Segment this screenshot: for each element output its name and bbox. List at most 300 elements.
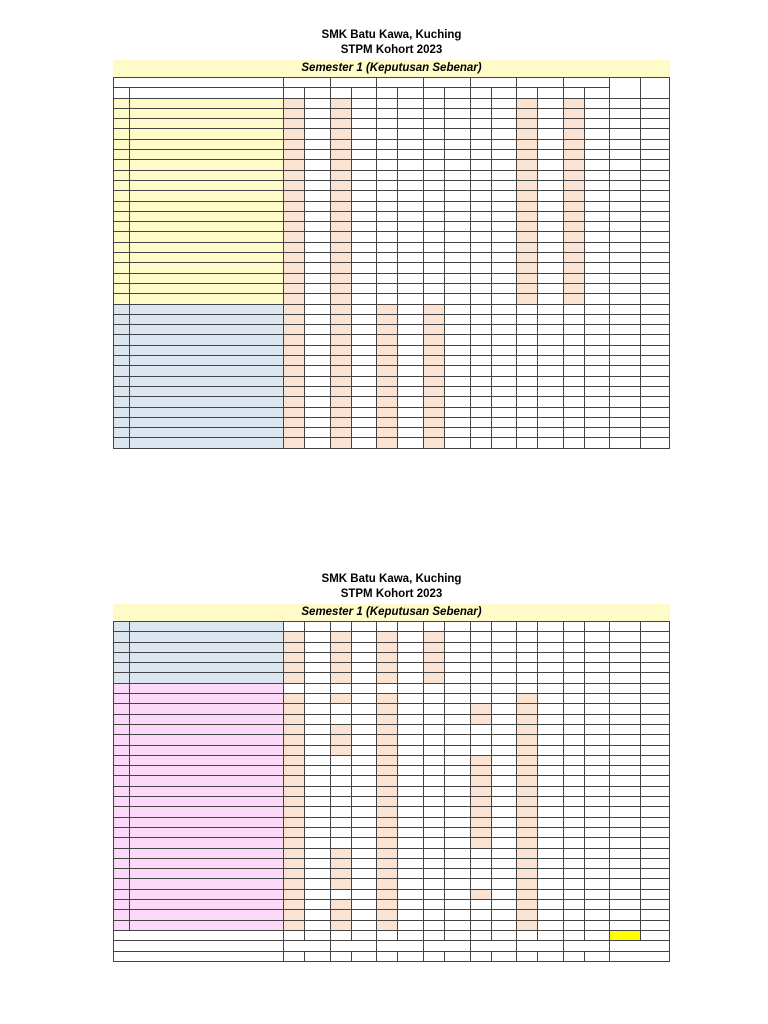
- grade-pa: [284, 345, 305, 355]
- value-sv: [584, 704, 610, 714]
- nilai-header: [351, 88, 377, 98]
- grade-pa: [284, 827, 305, 837]
- grade-bm: [330, 98, 351, 108]
- rank-value: [640, 869, 669, 879]
- value-ss: [538, 376, 564, 386]
- grade-sv: [563, 356, 584, 366]
- grade-ss: [517, 139, 538, 149]
- grade-bm: [330, 263, 351, 273]
- grade-sej: [377, 704, 398, 714]
- grade-sej: [377, 119, 398, 129]
- value-eko: [491, 273, 517, 283]
- student-name: [130, 407, 284, 417]
- grade-eko: [470, 622, 491, 632]
- grade-bm: [330, 345, 351, 355]
- value-sv: [584, 807, 610, 817]
- grade-eko: [470, 263, 491, 273]
- rank-value: [640, 735, 669, 745]
- grade-bm: [330, 222, 351, 232]
- grade-ss: [517, 294, 538, 304]
- ngmp-total: [610, 930, 640, 940]
- pct-header: [305, 951, 331, 961]
- grade-ss: [517, 325, 538, 335]
- student-name: [130, 294, 284, 304]
- value-eko: [491, 366, 517, 376]
- value-ss: [538, 335, 564, 345]
- grade-pa: [284, 807, 305, 817]
- value-sej: [398, 139, 424, 149]
- value-sej: [398, 858, 424, 868]
- bil-header: [517, 951, 538, 961]
- rank-value: [640, 642, 669, 652]
- png-value: [610, 827, 640, 837]
- png-value: [610, 150, 640, 160]
- grade-ss: [517, 407, 538, 417]
- value-bm: [351, 786, 377, 796]
- value-sej: [398, 652, 424, 662]
- value-ss: [538, 325, 564, 335]
- grade-geo: [424, 222, 445, 232]
- value-pa: [305, 900, 331, 910]
- value-geo: [444, 827, 470, 837]
- grade-bm: [330, 139, 351, 149]
- grade-sv: [563, 704, 584, 714]
- value-sej: [398, 325, 424, 335]
- grade-sv: [563, 807, 584, 817]
- value-ss: [538, 869, 564, 879]
- row-number: [114, 211, 130, 221]
- value-eko: [491, 632, 517, 642]
- grade-geo: [424, 766, 445, 776]
- grade-ss: [517, 304, 538, 314]
- value-geo: [444, 345, 470, 355]
- student-name: [130, 735, 284, 745]
- grade-pa: [284, 273, 305, 283]
- grade-ss: [517, 170, 538, 180]
- grade-sv: [563, 735, 584, 745]
- value-sej: [398, 714, 424, 724]
- grade-ss: [517, 673, 538, 683]
- grade-ss: [517, 356, 538, 366]
- student-row: [114, 642, 670, 652]
- grade-eko: [470, 108, 491, 118]
- value-bm: [351, 642, 377, 652]
- row-number: [114, 129, 130, 139]
- grade-eko: [470, 211, 491, 221]
- value-ss: [538, 920, 564, 930]
- student-name: [130, 694, 284, 704]
- row-number: [114, 222, 130, 232]
- png-value: [610, 817, 640, 827]
- value-bm: [351, 150, 377, 160]
- subject-header-sv: [563, 78, 610, 88]
- grade-ss: [517, 160, 538, 170]
- rank-value: [640, 694, 669, 704]
- value-geo: [444, 910, 470, 920]
- bil-header: [330, 951, 351, 961]
- student-name: [130, 129, 284, 139]
- grade-bm: [330, 232, 351, 242]
- png-value: [610, 910, 640, 920]
- student-name: [130, 191, 284, 201]
- value-bm: [351, 694, 377, 704]
- png-value: [610, 139, 640, 149]
- grade-sej: [377, 232, 398, 242]
- row-number: [114, 294, 130, 304]
- student-row: [114, 663, 670, 673]
- grade-pa: [284, 920, 305, 930]
- value-sej: [398, 735, 424, 745]
- student-row: [114, 869, 670, 879]
- value-eko: [491, 869, 517, 879]
- grade-ss: [517, 704, 538, 714]
- value-geo: [444, 335, 470, 345]
- grade-eko: [470, 376, 491, 386]
- value-eko: [491, 98, 517, 108]
- value-eko: [491, 283, 517, 293]
- grade-sv: [563, 170, 584, 180]
- grade-geo: [424, 376, 445, 386]
- png-value: [610, 325, 640, 335]
- row-number: [114, 304, 130, 314]
- value-sej: [398, 827, 424, 837]
- row-number: [114, 858, 130, 868]
- grade-pa: [284, 428, 305, 438]
- grade-eko: [470, 642, 491, 652]
- value-pa: [305, 827, 331, 837]
- value-bm: [351, 366, 377, 376]
- grade-pa: [284, 417, 305, 427]
- ngmp-sv: [584, 930, 610, 940]
- grade-eko: [470, 755, 491, 765]
- row-number: [114, 622, 130, 632]
- value-pa: [305, 755, 331, 765]
- grade-ss: [517, 253, 538, 263]
- rank-value: [640, 622, 669, 632]
- row-number: [114, 263, 130, 273]
- rank-value: [640, 417, 669, 427]
- grade-geo: [424, 673, 445, 683]
- value-eko: [491, 889, 517, 899]
- grade-pa: [284, 704, 305, 714]
- grade-geo: [424, 273, 445, 283]
- grade-pa: [284, 222, 305, 232]
- grade-pa: [284, 652, 305, 662]
- value-geo: [444, 253, 470, 263]
- value-pa: [305, 222, 331, 232]
- grade-geo: [424, 294, 445, 304]
- value-sv: [584, 273, 610, 283]
- value-sv: [584, 920, 610, 930]
- grade-pa: [284, 900, 305, 910]
- grade-ss: [517, 797, 538, 807]
- grade-pa: [284, 724, 305, 734]
- grade-sv: [563, 838, 584, 848]
- grade-eko: [470, 858, 491, 868]
- value-sv: [584, 869, 610, 879]
- value-geo: [444, 119, 470, 129]
- student-row: [114, 817, 670, 827]
- value-sv: [584, 325, 610, 335]
- value-bm: [351, 817, 377, 827]
- value-bm: [351, 335, 377, 345]
- grade-eko: [470, 848, 491, 858]
- grade-sej: [377, 366, 398, 376]
- grade-pa: [284, 755, 305, 765]
- subject-header-row: [114, 78, 670, 88]
- value-bm: [351, 242, 377, 252]
- value-ss: [538, 314, 564, 324]
- grade-ss: [517, 724, 538, 734]
- value-geo: [444, 900, 470, 910]
- value-bm: [351, 889, 377, 899]
- grade-sv: [563, 191, 584, 201]
- value-sej: [398, 417, 424, 427]
- rank-value: [640, 817, 669, 827]
- grade-ss: [517, 714, 538, 724]
- grade-sej: [377, 211, 398, 221]
- ngmp-eko: [491, 930, 517, 940]
- grade-bm: [330, 170, 351, 180]
- value-eko: [491, 201, 517, 211]
- grade-geo: [424, 211, 445, 221]
- png-value: [610, 211, 640, 221]
- value-eko: [491, 848, 517, 858]
- bil-header: [377, 951, 398, 961]
- grade-sej: [377, 683, 398, 693]
- rank-value: [640, 663, 669, 673]
- value-ss: [538, 160, 564, 170]
- value-pa: [305, 817, 331, 827]
- value-sej: [398, 366, 424, 376]
- rank-value: [640, 683, 669, 693]
- value-ss: [538, 211, 564, 221]
- value-bm: [351, 263, 377, 273]
- row-number: [114, 283, 130, 293]
- grade-ss: [517, 786, 538, 796]
- grade-sej: [377, 191, 398, 201]
- grade-sej: [377, 108, 398, 118]
- student-name: [130, 397, 284, 407]
- value-sej: [398, 745, 424, 755]
- student-name: [130, 170, 284, 180]
- value-sv: [584, 663, 610, 673]
- rank-value: [640, 848, 669, 858]
- value-pa: [305, 335, 331, 345]
- value-eko: [491, 211, 517, 221]
- value-pa: [305, 160, 331, 170]
- grade-bm: [330, 283, 351, 293]
- value-eko: [491, 797, 517, 807]
- value-sv: [584, 632, 610, 642]
- grade-geo: [424, 438, 445, 448]
- value-sej: [398, 673, 424, 683]
- grade-bm: [330, 376, 351, 386]
- grade-eko: [470, 786, 491, 796]
- value-eko: [491, 242, 517, 252]
- value-geo: [444, 869, 470, 879]
- png-value: [610, 366, 640, 376]
- grade-sv: [563, 139, 584, 149]
- grade-ss: [517, 652, 538, 662]
- value-sv: [584, 180, 610, 190]
- value-ss: [538, 848, 564, 858]
- grade-sej: [377, 335, 398, 345]
- grade-geo: [424, 191, 445, 201]
- student-name: [130, 150, 284, 160]
- grade-eko: [470, 386, 491, 396]
- grade-geo: [424, 129, 445, 139]
- ngmp-spacer: [470, 930, 491, 940]
- png-value: [610, 253, 640, 263]
- value-pa: [305, 438, 331, 448]
- student-row: [114, 797, 670, 807]
- grade-sej: [377, 150, 398, 160]
- rank-value: [640, 407, 669, 417]
- grade-sv: [563, 211, 584, 221]
- value-bm: [351, 704, 377, 714]
- value-eko: [491, 786, 517, 796]
- grade-bm: [330, 652, 351, 662]
- value-ss: [538, 673, 564, 683]
- value-sej: [398, 879, 424, 889]
- value-eko: [491, 180, 517, 190]
- grade-eko: [470, 119, 491, 129]
- rank-value: [640, 129, 669, 139]
- grade-eko: [470, 920, 491, 930]
- rank-value: [640, 652, 669, 662]
- value-pa: [305, 150, 331, 160]
- grade-geo: [424, 622, 445, 632]
- row-number: [114, 201, 130, 211]
- grade-bm: [330, 900, 351, 910]
- grade-ss: [517, 920, 538, 930]
- value-geo: [444, 180, 470, 190]
- grade-sv: [563, 397, 584, 407]
- grade-bm: [330, 807, 351, 817]
- grade-pa: [284, 294, 305, 304]
- rank-value: [640, 704, 669, 714]
- png-value: [610, 263, 640, 273]
- grade-bm: [330, 714, 351, 724]
- value-eko: [491, 314, 517, 324]
- grade-bm: [330, 108, 351, 118]
- value-ss: [538, 304, 564, 314]
- value-bm: [351, 714, 377, 724]
- grade-pa: [284, 632, 305, 642]
- grade-geo: [424, 314, 445, 324]
- student-row: [114, 376, 670, 386]
- value-geo: [444, 683, 470, 693]
- value-geo: [444, 817, 470, 827]
- grade-ss: [517, 755, 538, 765]
- value-bm: [351, 232, 377, 242]
- subject-header-pa: [284, 78, 331, 88]
- grade-pa: [284, 642, 305, 652]
- grade-eko: [470, 428, 491, 438]
- png-value: [610, 745, 640, 755]
- name-header: [130, 88, 284, 98]
- subject-header-bm: [330, 78, 377, 88]
- grade-sv: [563, 428, 584, 438]
- grade-geo: [424, 704, 445, 714]
- value-sej: [398, 438, 424, 448]
- rank-value: [640, 170, 669, 180]
- grade-sv: [563, 345, 584, 355]
- value-geo: [444, 920, 470, 930]
- row-number: [114, 889, 130, 899]
- school-title: SMK Batu Kawa, Kuching: [321, 573, 462, 585]
- grade-bm: [330, 724, 351, 734]
- grade-geo: [424, 263, 445, 273]
- student-name: [130, 335, 284, 345]
- value-ss: [538, 263, 564, 273]
- value-eko: [491, 652, 517, 662]
- summary-subject-sej: [377, 941, 424, 951]
- grade-ss: [517, 745, 538, 755]
- value-bm: [351, 273, 377, 283]
- grade-eko: [470, 694, 491, 704]
- grade-geo: [424, 253, 445, 263]
- png-value: [610, 735, 640, 745]
- png-value: [610, 273, 640, 283]
- png-value: [610, 201, 640, 211]
- value-sv: [584, 652, 610, 662]
- grade-bm: [330, 273, 351, 283]
- student-row: [114, 838, 670, 848]
- row-number: [114, 397, 130, 407]
- grade-eko: [470, 889, 491, 899]
- student-name: [130, 428, 284, 438]
- rank-value: [640, 222, 669, 232]
- grade-geo: [424, 397, 445, 407]
- grade-sej: [377, 273, 398, 283]
- ngmp-spacer: [330, 930, 351, 940]
- student-name: [130, 160, 284, 170]
- grade-ss: [517, 314, 538, 324]
- student-row: [114, 910, 670, 920]
- value-pa: [305, 797, 331, 807]
- grade-sej: [377, 253, 398, 263]
- value-ss: [538, 807, 564, 817]
- value-sv: [584, 776, 610, 786]
- value-sej: [398, 920, 424, 930]
- student-row: [114, 438, 670, 448]
- grade-bm: [330, 817, 351, 827]
- grade-sej: [377, 129, 398, 139]
- value-eko: [491, 817, 517, 827]
- school-title: SMK Batu Kawa, Kuching: [321, 29, 462, 41]
- grade-pa: [284, 745, 305, 755]
- value-sej: [398, 129, 424, 139]
- grade-bm: [330, 191, 351, 201]
- gred-header: [377, 88, 398, 98]
- png-value: [610, 652, 640, 662]
- student-row: [114, 417, 670, 427]
- png-value: [610, 304, 640, 314]
- number-header: [114, 88, 130, 98]
- grade-sv: [563, 150, 584, 160]
- subject-header-ss: [517, 78, 564, 88]
- row-number: [114, 869, 130, 879]
- value-sv: [584, 160, 610, 170]
- grade-bm: [330, 694, 351, 704]
- value-eko: [491, 745, 517, 755]
- student-name: [130, 704, 284, 714]
- value-bm: [351, 139, 377, 149]
- grade-geo: [424, 776, 445, 786]
- grade-sv: [563, 766, 584, 776]
